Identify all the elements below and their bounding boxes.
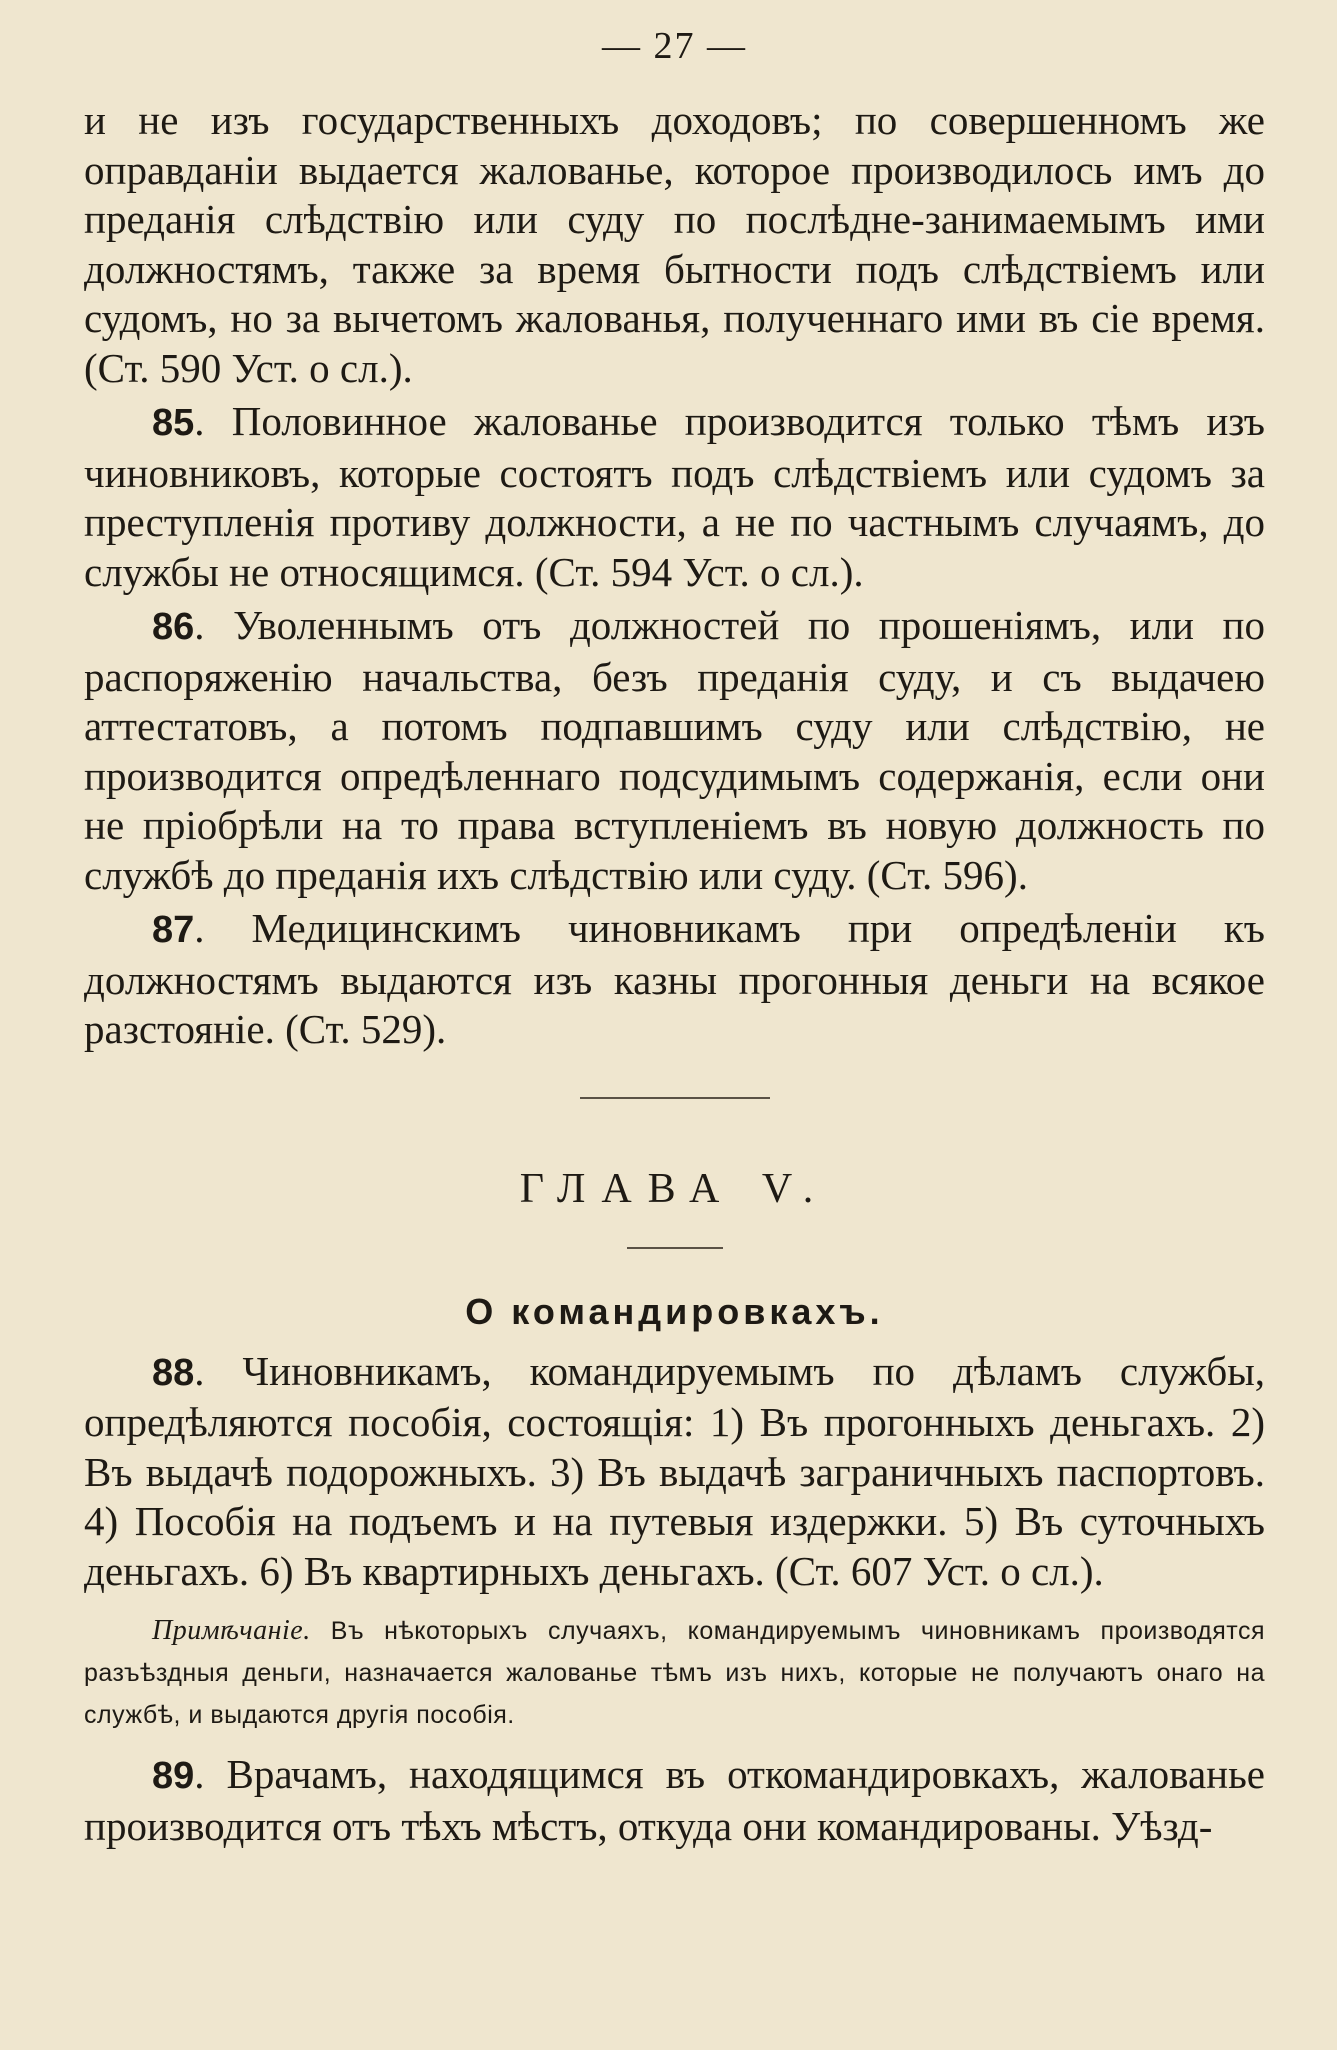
paragraph-text: . Врачамъ, находящимся въ откомандировкахъ, жалованье производится отъ тѣхъ мѣстъ, откуда они командированы. Уѣзд- [84, 1751, 1265, 1849]
paragraph-text: . Половинное жалованье производится только тѣмъ изъ чиновниковъ, которые состоятъ подъ слѣдствіемъ или судомъ за преступленія противу должности, а не по частнымъ случаямъ, до службы не относящимся. (Ст. 594 Уст. о сл.). [84, 398, 1265, 595]
body-text-last [84, 1750, 1265, 1851]
note-label: Примѣчаніе. [152, 1615, 311, 1646]
article-89 [84, 1750, 1265, 1851]
article-number: 85 [152, 402, 195, 444]
article-86 [84, 601, 1265, 900]
paragraph-text: . Медицинскимъ чиновникамъ при опредѣленіи къ должностямъ выдаются изъ казны прогонныя деньги на всякое разстояніе. (Ст. 529). [84, 905, 1265, 1052]
article-87 [84, 904, 1265, 1055]
paragraph-text: . Чиновникамъ, командируемымъ по дѣламъ службы, опредѣляются пособія, состоящія: 1) Въ прогонныхъ деньгахъ. 2) Въ выдачѣ подорожныхъ. 3) Въ выдачѣ заграничныхъ паспортовъ. 4) Пособія на подъемъ и на путевыя издержки. 5) Въ суточныхъ деньгахъ. 6) Въ квартирныхъ деньгахъ. (Ст. 607 Уст. о сл.). [84, 1347, 1265, 1594]
note-text: Въ нѣкоторыхъ случаяхъ, командируемымъ чиновникамъ производятся разъѣздныя деньги, назначается жалованье тѣмъ изъ нихъ, которые не получаютъ онаго на службѣ, и выдаются другія пособія. [84, 1617, 1265, 1729]
body-text-bottom [84, 1347, 1265, 1597]
article-number: 88 [152, 1351, 195, 1394]
section-title: О командировкахъ. [465, 1290, 884, 1332]
article-85 [84, 397, 1265, 597]
paragraph-continuation [84, 96, 1265, 393]
chapter-divider [627, 1247, 723, 1249]
body-text-top [84, 96, 1265, 1055]
section-divider [580, 1097, 770, 1099]
article-number: 87 [152, 909, 195, 951]
page-number: — 27 — [602, 25, 747, 67]
article-88 [84, 1347, 1265, 1597]
article-number: 86 [152, 606, 195, 648]
paragraph-text: . Уволеннымъ отъ должностей по прошеніямъ, или по распоряженію начальства, безъ преданія суду, и съ выдачею аттестатовъ, а потомъ подпавшимъ суду или слѣдствію, не производится опредѣленнаго подсудимымъ содержанія, если они не пріобрѣли на то права вступленіемъ въ новую должность по службѣ до преданія ихъ слѣдствію или суду. (Ст. 596). [84, 602, 1265, 898]
article-number: 89 [152, 1755, 195, 1797]
chapter-heading: ГЛАВА V. [519, 1165, 830, 1212]
footnote-remark [84, 1610, 1265, 1736]
paragraph-text: и не изъ государственныхъ доходовъ; по совершенномъ же оправданіи выдается жалованье, которое производилось имъ до преданія слѣдствію или суду по послѣдне-занимаемымъ ими должностямъ, также за время бытности подъ слѣдствіемъ или судомъ, но за вычетомъ жалованья, полученнаго ими въ сіе время. (Ст. 590 Уст. о сл.). [84, 97, 1265, 391]
